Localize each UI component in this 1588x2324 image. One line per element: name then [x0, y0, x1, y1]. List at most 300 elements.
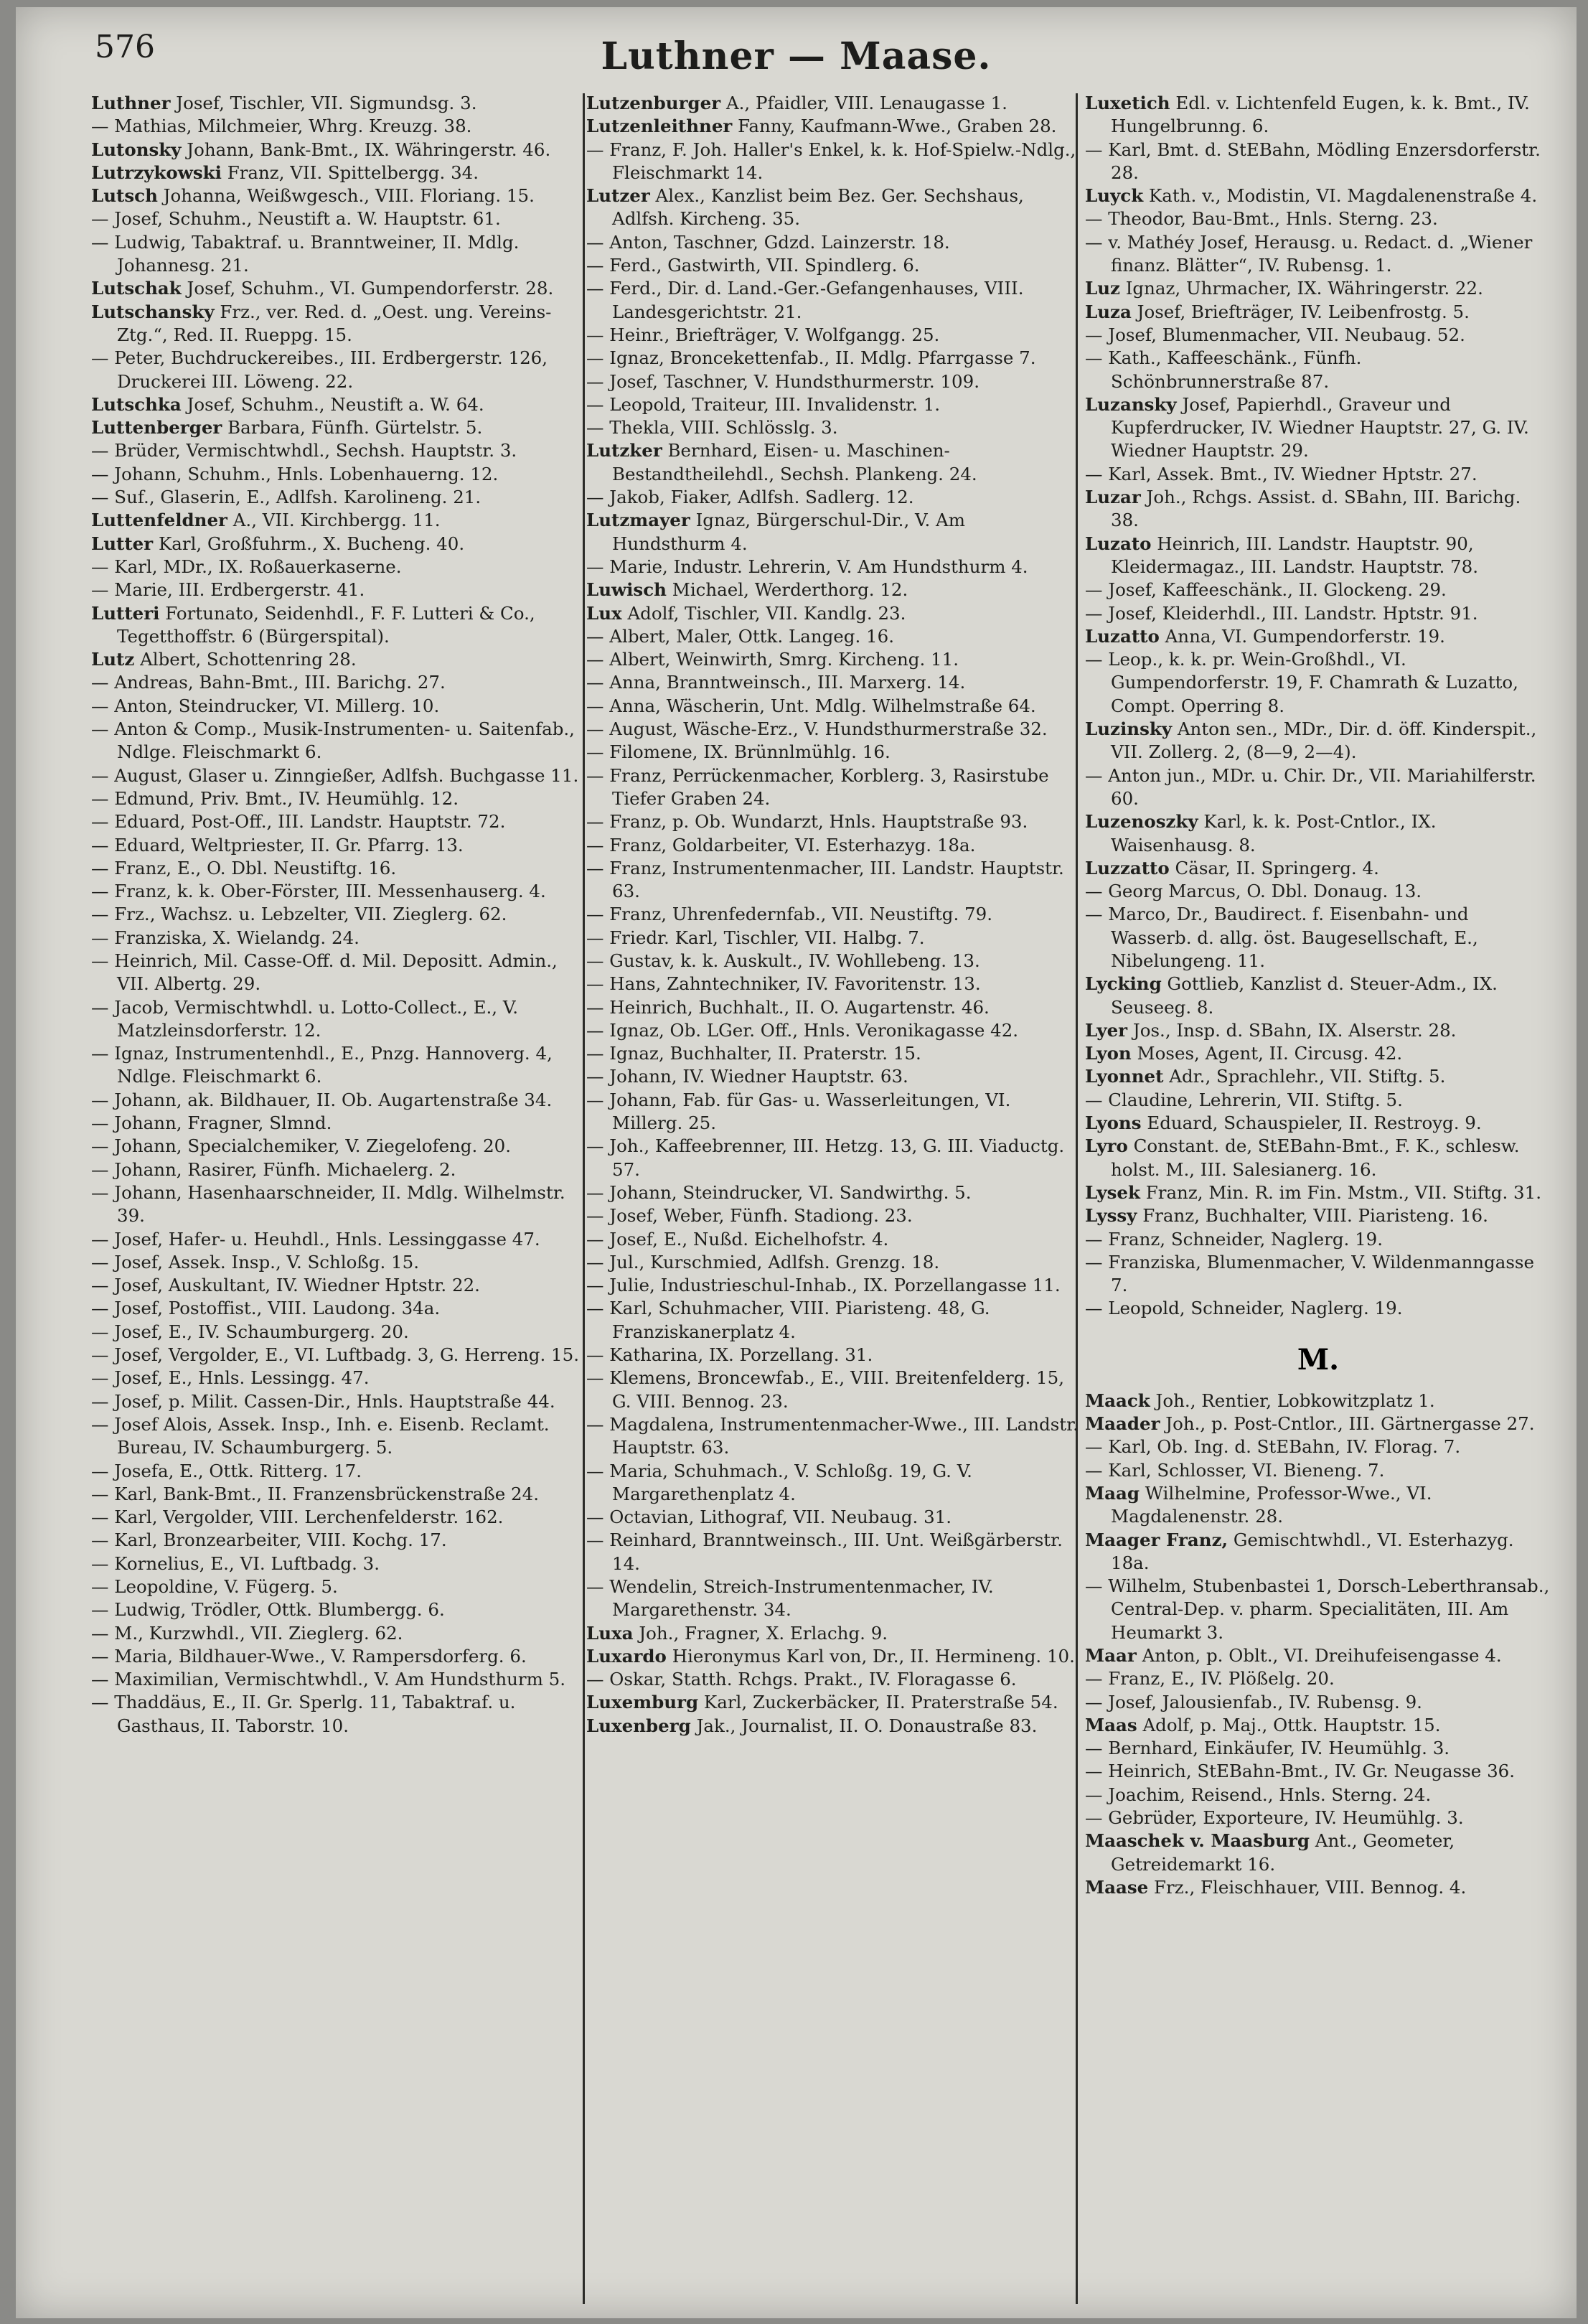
- entry-surname: Luxa: [586, 1622, 634, 1644]
- entry-text: — Josef, Weber, Fünfh. Stadiong. 23.: [586, 1205, 913, 1227]
- directory-entry: [586, 254, 1081, 277]
- directory-entry: [1085, 764, 1551, 811]
- entry-text: Fortunato, Seidenhdl., F. F. Lutteri & Co., Tegetthoffstr. 6 (Bürgerspital).: [117, 602, 535, 647]
- entry-surname: Lux: [586, 602, 622, 624]
- entry-text: — Ferd., Dir. d. Land.-Ger.-Gefangenhauses, VIII. Landesgerichtstr. 21.: [586, 278, 1024, 322]
- directory-entry: [91, 1483, 593, 1506]
- directory-entry: [586, 1668, 1081, 1691]
- directory-entry: [91, 648, 593, 671]
- entry-text: — Ferd., Gastwirth, VII. Spindlerg. 6.: [586, 255, 920, 276]
- entry-text: Frz., Fleischhauer, VIII. Bennog. 4.: [1148, 1876, 1467, 1898]
- directory-entry: [91, 1251, 593, 1274]
- directory-entry: [586, 927, 1081, 950]
- entry-surname: Luttenberger: [91, 417, 222, 439]
- entry-text: — Magdalena, Instrumentenmacher-Wwe., III. Landstr. Hauptstr. 63.: [586, 1413, 1079, 1458]
- entry-text: — Leop., k. k. pr. Wein-Großhdl., VI. Gumpendorferstr. 19, F. Chamrath & Luzatto, Compt. Operring 8.: [1085, 649, 1518, 716]
- entry-text: — Joachim, Reisend., Hnls. Sterng. 24.: [1085, 1784, 1432, 1805]
- entry-text: — Leopoldine, V. Fügerg. 5.: [91, 1576, 338, 1597]
- entry-text: Cäsar, II. Springerg. 4.: [1169, 857, 1379, 878]
- directory-entry: [586, 1042, 1081, 1065]
- directory-entry: [91, 1344, 593, 1367]
- entry-text: — Ignaz, Broncekettenfab., II. Mdlg. Pfarrgasse 7.: [586, 347, 1036, 369]
- entry-surname: Luxardo: [586, 1645, 667, 1667]
- directory-entry: [1085, 1042, 1551, 1065]
- entry-text: Alex., Kanzlist beim Bez. Ger. Sechshaus, Adlfsh. Kircheng. 35.: [612, 185, 1024, 230]
- directory-entry: [586, 1135, 1081, 1181]
- entry-text: Joh., p. Post-Cntlor., III. Gärtnergasse 27.: [1160, 1413, 1535, 1435]
- directory-entry: [91, 556, 593, 578]
- directory-entry: [1085, 1829, 1551, 1876]
- entry-surname: Luzenoszky: [1085, 811, 1198, 833]
- directory-entry: [91, 1228, 593, 1251]
- directory-entry: [91, 393, 593, 416]
- directory-entry: [586, 648, 1081, 671]
- entry-text: — Josef, Schuhm., Neustift a. W. Hauptstr. 61.: [91, 208, 501, 230]
- entry-surname: Maager Franz,: [1085, 1529, 1228, 1550]
- directory-entry: [1085, 1784, 1551, 1807]
- entry-text: — Bernhard, Einkäufer, IV. Heumühlg. 3.: [1085, 1738, 1450, 1759]
- entry-text: Joh., Rentier, Lobkowitzplatz 1.: [1150, 1390, 1435, 1411]
- entry-text: — Karl, MDr., IX. Roßauerkaserne.: [91, 556, 402, 577]
- entry-text: — Heinrich, Buchhalt., II. O. Augartenstr. 46.: [586, 996, 990, 1018]
- directory-entry: [1085, 718, 1551, 764]
- entry-text: — Karl, Schuhmacher, VIII. Piaristeng. 48, G. Franziskanerplatz 4.: [586, 1298, 990, 1342]
- entry-text: — Josef, Auskultant, IV. Wiedner Hptstr. 22.: [91, 1275, 480, 1296]
- entry-text: Constant. de, StEBahn-Bmt., F. K., schlesw. holst. M., III. Salesianerg. 16.: [1111, 1135, 1520, 1180]
- entry-text: — v. Mathéy Josef, Herausg. u. Redact. d. „Wiener finanz. Blätter“, IV. Rubensg. 1.: [1085, 231, 1533, 276]
- directory-entry: [586, 324, 1081, 347]
- entry-text: — Franz, Instrumentenmacher, III. Landstr. Hauptstr. 63.: [586, 857, 1064, 902]
- entry-text: — August, Glaser u. Zinngießer, Adlfsh. Buchgasse 11.: [91, 764, 579, 786]
- directory-entry: [586, 1181, 1081, 1204]
- directory-entry: [91, 903, 593, 926]
- entry-surname: Luyck: [1085, 185, 1144, 207]
- directory-entry: [586, 1460, 1081, 1507]
- directory-entry: [1085, 880, 1551, 903]
- entry-text: — Josef, Taschner, V. Hundsthurmerstr. 109.: [586, 370, 979, 392]
- entry-surname: Maar: [1085, 1645, 1137, 1666]
- directory-entry: [91, 347, 593, 393]
- entry-text: — Thaddäus, E., II. Gr. Sperlg. 11, Tabaktraf. u. Gasthaus, II. Taborstr. 10.: [91, 1692, 516, 1736]
- directory-entry: [1085, 393, 1551, 463]
- directory-entry: [91, 439, 593, 462]
- entry-text: Ignaz, Uhrmacher, IX. Währingerstr. 22.: [1119, 278, 1483, 299]
- entry-text: — Ignaz, Instrumentenhdl., E., Pnzg. Hannoverg. 4, Ndlge. Fleischmarkt 6.: [91, 1043, 553, 1087]
- entry-surname: Lutz: [91, 649, 135, 670]
- entry-text: — Johann, Fragner, Slmnd.: [91, 1112, 332, 1134]
- directory-entry: [91, 231, 593, 278]
- directory-entry: [586, 184, 1081, 231]
- entry-text: — Oskar, Statth. Rchgs. Prakt., IV. Floragasse 6.: [586, 1669, 1017, 1690]
- entry-text: — Ignaz, Ob. LGer. Off., Hnls. Veronikagasse 42.: [586, 1019, 1019, 1041]
- entry-text: — Joh., Kaffeebrenner, III. Hetzg. 13, G. III. Viaductg. 57.: [586, 1135, 1065, 1180]
- directory-entry: [91, 927, 593, 950]
- directory-entry: [586, 1715, 1081, 1738]
- directory-entry: [1085, 533, 1551, 579]
- directory-entry: [1085, 1575, 1551, 1644]
- directory-entry: [91, 533, 593, 556]
- entry-text: — Albert, Maler, Ottk. Langeg. 16.: [586, 625, 895, 647]
- entry-text: — Marie, III. Erdbergerstr. 41.: [91, 579, 365, 601]
- entry-text: — Wilhelm, Stubenbastei 1, Dorsch-Leberthransab., Central-Dep. v. pharm. Specialitäten, III. Am Heumarkt 3.: [1085, 1575, 1550, 1643]
- directory-entry: [91, 1321, 593, 1344]
- directory-entry: [586, 718, 1081, 741]
- directory-entry: [91, 1042, 593, 1089]
- entry-text: — Brüder, Vermischtwhdl., Sechsh. Hauptstr. 3.: [91, 440, 517, 461]
- entry-surname: Lutzenburger: [586, 93, 721, 113]
- directory-entry: [91, 1668, 593, 1691]
- directory-entry: [586, 1691, 1081, 1714]
- directory-entry: [1085, 1482, 1551, 1529]
- entry-text: — Ignaz, Buchhalter, II. Praterstr. 15.: [586, 1043, 921, 1064]
- entry-text: — Franz, F. Joh. Haller's Enkel, k. k. Hof-Spielw.-Ndlg., Fleischmarkt 14.: [586, 139, 1076, 183]
- section-heading: M.: [1297, 1342, 1340, 1377]
- entry-text: — Johann, Steindrucker, VI. Sandwirthg. 5.: [586, 1181, 972, 1203]
- entry-text: — Johann, Fab. für Gas- u. Wasserleitungen, VI. Millerg. 25.: [586, 1089, 1011, 1134]
- entry-surname: Lutrzykowski: [91, 161, 222, 183]
- directory-entry: [1085, 184, 1551, 207]
- entry-text: — Karl, Ob. Ing. d. StEBahn, IV. Florag. 7.: [1085, 1436, 1461, 1458]
- entry-text: — Johann, Hasenhaarschneider, II. Mdlg. Wilhelmstr. 39.: [91, 1181, 565, 1227]
- directory-entry: [91, 810, 593, 833]
- entry-text: — Octavian, Lithograf, VII. Neubaug. 31.: [586, 1507, 952, 1528]
- entry-text: Eduard, Schauspieler, II. Restroyg. 9.: [1141, 1112, 1482, 1134]
- entry-text: — Josef, Assek. Insp., V. Schloßg. 15.: [91, 1251, 419, 1273]
- entry-text: — Franz, E., O. Dbl. Neustiftg. 16.: [91, 857, 397, 878]
- entry-text: — Johann, Specialchemiker, V. Ziegelofeng. 20.: [91, 1135, 512, 1157]
- entry-text: Franz, VII. Spittelbergg. 34.: [221, 161, 479, 183]
- directory-entry: [586, 486, 1081, 509]
- entry-text: — Franz, Schneider, Naglerg. 19.: [1085, 1228, 1383, 1250]
- directory-entry: [1085, 1667, 1551, 1690]
- entry-text: Wilhelmine, Professor-Wwe., VI. Magdalenenstr. 28.: [1111, 1482, 1432, 1527]
- entry-surname: Luxetich: [1085, 93, 1170, 113]
- entry-surname: Lutsch: [91, 185, 158, 207]
- entry-text: Gottlieb, Kanzlist d. Steuer-Adm., IX. Seuseeg. 8.: [1111, 973, 1498, 1018]
- directory-entry: [586, 834, 1081, 857]
- entry-text: — Hans, Zahntechniker, IV. Favoritenstr. 13.: [586, 973, 981, 995]
- entry-text: — Thekla, VIII. Schlösslg. 3.: [586, 417, 838, 439]
- entry-text: Franz, Min. R. im Fin. Mstm., VII. Stiftg. 31.: [1140, 1181, 1541, 1203]
- directory-entry: [586, 578, 1081, 601]
- directory-entry: [586, 1204, 1081, 1227]
- entry-text: — Anton & Comp., Musik-Instrumenten- u. Saitenfab., Ndlge. Fleischmarkt 6.: [91, 718, 575, 763]
- directory-entry: [1085, 1529, 1551, 1575]
- entry-surname: Lysek: [1085, 1181, 1140, 1203]
- entry-text: — Karl, Bank-Bmt., II. Franzensbrückenstraße 24.: [91, 1483, 540, 1504]
- directory-entry: [1085, 1760, 1551, 1783]
- entry-text: — Anton, Steindrucker, VI. Millerg. 10.: [91, 695, 440, 716]
- directory-entry: [91, 1297, 593, 1320]
- entry-text: Jak., Journalist, II. O. Donaustraße 83.: [690, 1715, 1038, 1736]
- directory-entry: [1085, 857, 1551, 880]
- entry-text: Karl, k. k. Post-Cntlor., IX. Waisenhausg. 8.: [1111, 811, 1437, 856]
- entry-surname: Luzinsky: [1085, 718, 1173, 740]
- directory-entry: [586, 1089, 1081, 1135]
- entry-text: — Maximilian, Vermischtwhdl., V. Am Hundsthurm 5.: [91, 1669, 565, 1690]
- directory-entry: [586, 1367, 1081, 1413]
- directory-entry: [91, 115, 593, 138]
- entry-text: Johann, Bank-Bmt., IX. Währingerstr. 46.: [181, 139, 551, 160]
- directory-entry: [1085, 463, 1551, 486]
- directory-entry: [1085, 1737, 1551, 1760]
- entry-text: — Leopold, Schneider, Naglerg. 19.: [1085, 1298, 1403, 1319]
- directory-entry: [91, 880, 593, 903]
- directory-entry: [91, 695, 593, 718]
- entry-text: — Johann, Rasirer, Fünfh. Michaelerg. 2.: [91, 1158, 456, 1180]
- directory-entry: [586, 416, 1081, 439]
- directory-entry: [1085, 1297, 1551, 1320]
- entry-text: — Franziska, Blumenmacher, V. Wildenmanngasse 7.: [1085, 1251, 1534, 1296]
- entry-text: Josef, Briefträger, IV. Leibenfrostg. 5.: [1131, 301, 1470, 322]
- entry-text: — Reinhard, Branntweinsch., III. Unt. Weißgärberstr. 14.: [586, 1529, 1063, 1574]
- directory-entry: [91, 509, 593, 532]
- entry-text: — Josef, p. Milit. Cassen-Dir., Hnls. Hauptstraße 44.: [91, 1390, 555, 1412]
- entry-text: — Kath., Kaffeeschänk., Fünfh. Schönbrunnerstraße 87.: [1085, 347, 1362, 392]
- directory-entry: [91, 950, 593, 996]
- directory-entry: [586, 602, 1081, 625]
- entry-text: — Edmund, Priv. Bmt., IV. Heumühlg. 12.: [91, 787, 459, 809]
- directory-entry: [91, 1691, 593, 1738]
- entry-text: — Franz, Goldarbeiter, VI. Esterhazyg. 18a.: [586, 834, 976, 856]
- directory-entry: [1085, 324, 1551, 347]
- directory-entry: [586, 1506, 1081, 1529]
- entry-text: Anna, VI. Gumpendorferstr. 19.: [1159, 625, 1445, 647]
- directory-entry: [586, 1251, 1081, 1274]
- directory-entry: [91, 416, 593, 439]
- directory-entry: [1085, 602, 1551, 625]
- column-3: [1085, 92, 1551, 1899]
- directory-entry: [586, 1529, 1081, 1575]
- entry-text: — Franz, p. Ob. Wundarzt, Hnls. Hauptstraße 93.: [586, 811, 1028, 833]
- entry-text: Hieronymus Karl von, Dr., II. Hermineng. 10.: [666, 1645, 1075, 1667]
- entry-text: Frz., ver. Red. d. „Oest. ung. Vereins-Ztg.“, Red. II. Rueppg. 15.: [117, 301, 552, 345]
- directory-entry: [91, 139, 593, 161]
- directory-entry: [586, 370, 1081, 393]
- entry-surname: Maas: [1085, 1714, 1137, 1735]
- entry-text: Albert, Schottenring 28.: [134, 649, 357, 670]
- entry-text: — Suf., Glaserin, E., Adlfsh. Karolineng. 21.: [91, 487, 481, 508]
- entry-surname: Luzatto: [1085, 625, 1160, 647]
- entry-text: Josef, Papierhdl., Graveur und Kupferdrucker, IV. Wiedner Hauptstr. 27, G. IV. Wiedner Hauptstr. 29.: [1111, 393, 1529, 461]
- entry-surname: Luwisch: [586, 579, 667, 601]
- directory-entry: [586, 1274, 1081, 1297]
- directory-entry: [1085, 486, 1551, 533]
- directory-entry: [586, 347, 1081, 370]
- directory-entry: [91, 1506, 593, 1529]
- directory-entry: [586, 973, 1081, 995]
- entry-text: — Josef, Kaffeeschänk., II. Glockeng. 29.: [1085, 579, 1447, 601]
- entry-text: Heinrich, III. Landstr. Hauptstr. 90, Kleidermagaz., III. Landstr. Hauptstr. 78.: [1111, 533, 1478, 577]
- entry-text: — Karl, Bmt. d. StEBahn, Mödling Enzersdorferstr. 28.: [1085, 139, 1541, 183]
- directory-entry: [91, 1112, 593, 1135]
- entry-text: — Franz, Uhrenfedernfab., VII. Neustiftg. 79.: [586, 904, 992, 925]
- directory-entry: [1085, 1691, 1551, 1714]
- directory-entry: [1085, 1112, 1551, 1135]
- directory-entry: [586, 1575, 1081, 1622]
- directory-entry: [1085, 973, 1551, 1019]
- entry-text: Anton sen., MDr., Dir. d. öff. Kinderspit., VII. Zollerg. 2, (8—9, 2—4).: [1111, 718, 1537, 763]
- entry-text: — Eduard, Post-Off., III. Landstr. Hauptstr. 72.: [91, 811, 506, 833]
- directory-entry: [1085, 347, 1551, 393]
- entry-text: — Wendelin, Streich-Instrumentenmacher, IV. Margarethenstr. 34.: [586, 1576, 994, 1621]
- column-1: [91, 92, 593, 1738]
- entry-text: — Franz, k. k. Ober-Förster, III. Messenhauserg. 4.: [91, 881, 546, 902]
- directory-entry: [91, 1089, 593, 1112]
- entry-text: Adolf, p. Maj., Ottk. Hauptstr. 15.: [1137, 1714, 1441, 1735]
- directory-entry: [586, 625, 1081, 648]
- entry-text: — Filomene, IX. Brünnlmühlg. 16.: [586, 741, 891, 763]
- directory-entry: [1085, 1390, 1551, 1412]
- directory-entry: [91, 301, 593, 347]
- entry-text: Karl, Großfuhrm., X. Bucheng. 40.: [153, 533, 465, 554]
- directory-entry: [586, 92, 1081, 115]
- entry-text: Adolf, Tischler, VII. Kandlg. 23.: [621, 602, 906, 624]
- entry-text: — Albert, Weinwirth, Smrg. Kircheng. 11.: [586, 649, 959, 670]
- directory-entry: [91, 787, 593, 810]
- entry-text: — Josef, E., IV. Schaumburgerg. 20.: [91, 1321, 409, 1342]
- entry-surname: Lycking: [1085, 973, 1162, 995]
- directory-entry: [586, 1344, 1081, 1367]
- entry-text: — M., Kurzwhdl., VII. Zieglerg. 62.: [91, 1622, 403, 1644]
- directory-entry: [586, 903, 1081, 926]
- entry-text: — Anna, Branntweinsch., III. Marxerg. 14.: [586, 672, 966, 693]
- entry-text: — Jul., Kurschmied, Adlfsh. Grenzg. 18.: [586, 1251, 940, 1273]
- entry-surname: Maack: [1085, 1390, 1150, 1411]
- entry-surname: Lutzenleithner: [586, 116, 733, 137]
- entry-surname: Lutschak: [91, 278, 182, 299]
- entry-text: — Mathias, Milchmeier, Whrg. Kreuzg. 38.: [91, 116, 472, 137]
- directory-entry: [1085, 1181, 1551, 1204]
- entry-surname: Luxemburg: [586, 1692, 699, 1713]
- entry-surname: Lutteri: [91, 602, 160, 624]
- directory-entry: [91, 1598, 593, 1621]
- entry-surname: Lutzer: [586, 185, 650, 207]
- entry-surname: Luz: [1085, 278, 1120, 299]
- entry-text: Barbara, Fünfh. Gürtelstr. 5.: [222, 417, 483, 439]
- entry-text: — Josef, Vergolder, E., VI. Luftbadg. 3, G. Herreng. 15.: [91, 1344, 580, 1366]
- entry-text: — Klemens, Broncewfab., E., VIII. Breitenfelderg. 15, G. VIII. Bennog. 23.: [586, 1367, 1064, 1412]
- directory-entry: [586, 1622, 1081, 1645]
- directory-entry: [1085, 1435, 1551, 1458]
- directory-entry: [586, 509, 1081, 556]
- directory-entry: [91, 184, 593, 207]
- directory-entry: [1085, 1019, 1551, 1042]
- directory-entry: [586, 810, 1081, 833]
- entry-text: — Frz., Wachsz. u. Lebzelter, VII. Zieglerg. 62.: [91, 904, 507, 925]
- entry-text: — Franz, Perrückenmacher, Korblerg. 3, Rasirstube Tiefer Graben 24.: [586, 764, 1049, 809]
- directory-entry: [586, 277, 1081, 324]
- entry-text: Ant., Geometer, Getreidemarkt 16.: [1111, 1830, 1455, 1875]
- entry-text: — Maria, Bildhauer-Wwe., V. Rampersdorferg. 6.: [91, 1645, 527, 1667]
- directory-entry: [1085, 301, 1551, 324]
- entry-surname: Maase: [1085, 1876, 1149, 1898]
- directory-entry: [586, 1413, 1081, 1460]
- entry-surname: Maader: [1085, 1413, 1160, 1435]
- entry-text: — Gebrüder, Exporteure, IV. Heumühlg. 3.: [1085, 1807, 1464, 1829]
- directory-entry: [1085, 1228, 1551, 1251]
- entry-text: — Jacob, Vermischtwhdl. u. Lotto-Collect., E., V. Matzleinsdorferstr. 12.: [91, 996, 519, 1041]
- directory-entry: [1085, 207, 1551, 230]
- directory-entry: [1085, 1714, 1551, 1737]
- entry-text: Franz, Buchhalter, VIII. Piaristeng. 16.: [1137, 1205, 1488, 1227]
- entry-text: — Franziska, X. Wielandg. 24.: [91, 927, 360, 948]
- directory-entry: [586, 139, 1081, 185]
- entry-text: — Josef, Postoffist., VIII. Laudong. 34a.: [91, 1298, 441, 1319]
- entry-text: — Josef, E., Hnls. Lessingg. 47.: [91, 1367, 370, 1389]
- directory-entry: [91, 834, 593, 857]
- directory-entry: [1085, 139, 1551, 185]
- entry-text: — Leopold, Traiteur, III. Invalidenstr. 1.: [586, 393, 941, 415]
- entry-text: — Josef, Kleiderhdl., III. Landstr. Hptstr. 91.: [1085, 602, 1478, 624]
- directory-entry: [1085, 277, 1551, 300]
- entry-surname: Lyon: [1085, 1043, 1132, 1064]
- entry-text: — Franz, E., IV. Plößelg. 20.: [1085, 1668, 1335, 1690]
- directory-entry: [91, 1367, 593, 1390]
- running-head: Luthner — Maase.: [601, 34, 992, 78]
- page-number: 576: [95, 29, 155, 65]
- directory-entry: [91, 1575, 593, 1598]
- entry-text: — Theodor, Bau-Bmt., Hnls. Sterng. 23.: [1085, 208, 1438, 230]
- directory-entry: [91, 486, 593, 509]
- entry-text: — Josef Alois, Assek. Insp., Inh. e. Eisenb. Reclamt. Bureau, IV. Schaumburgerg. 5.: [91, 1413, 550, 1458]
- directory-entry: [586, 741, 1081, 764]
- directory-entry: [1085, 1204, 1551, 1227]
- entry-text: — Johann, ak. Bildhauer, II. Ob. Augartenstraße 34.: [91, 1089, 553, 1110]
- entry-surname: Luzzatto: [1085, 857, 1170, 878]
- entry-text: — Gustav, k. k. Auskult., IV. Wohllebeng. 13.: [586, 950, 980, 971]
- directory-entry: [91, 718, 593, 764]
- entry-text: — Marie, Industr. Lehrerin, V. Am Hundsthurm 4.: [586, 556, 1028, 577]
- entry-text: — Andreas, Bahn-Bmt., III. Barichg. 27.: [91, 672, 446, 693]
- entry-surname: Lutschka: [91, 393, 182, 415]
- entry-surname: Lyonnet: [1085, 1066, 1164, 1087]
- entry-text: — Josef, Jalousienfab., IV. Rubensg. 9.: [1085, 1691, 1422, 1712]
- directory-entry: [586, 857, 1081, 904]
- directory-entry: [1085, 1412, 1551, 1435]
- entry-text: Moses, Agent, II. Circusg. 42.: [1131, 1043, 1403, 1064]
- directory-entry: [1085, 1065, 1551, 1088]
- directory-entry: [586, 1645, 1081, 1668]
- entry-surname: Lyer: [1085, 1019, 1128, 1041]
- entry-text: — Anton jun., MDr. u. Chir. Dr., VII. Mariahilferstr. 60.: [1085, 764, 1536, 809]
- entry-text: — Ludwig, Trödler, Ottk. Blumbergg. 6.: [91, 1599, 445, 1621]
- directory-entry: [91, 92, 593, 115]
- directory-entry: [1085, 1251, 1551, 1298]
- entry-text: — Heinrich, Mil. Casse-Off. d. Mil. Depositt. Admin., VII. Albertg. 29.: [91, 950, 558, 995]
- entry-surname: Luttenfeldner: [91, 510, 227, 531]
- entry-text: Josef, Tischler, VII. Sigmundsg. 3.: [170, 93, 477, 113]
- entry-text: — Marco, Dr., Baudirect. f. Eisenbahn- und Wasserb. d. allg. öst. Baugesellschaft, E., Nibelungeng. 11.: [1085, 904, 1478, 971]
- entry-text: — Friedr. Karl, Tischler, VII. Halbg. 7.: [586, 927, 925, 948]
- entry-surname: Luzato: [1085, 533, 1152, 554]
- directory-entry: [1085, 1135, 1551, 1181]
- directory-entry: [91, 1135, 593, 1158]
- entry-text: — Josef, E., Nußd. Eichelhofstr. 4.: [586, 1228, 889, 1250]
- directory-entry: [586, 1019, 1081, 1042]
- entry-text: Joh., Fragner, X. Erlachg. 9.: [633, 1622, 888, 1644]
- entry-text: A., VII. Kirchbergg. 11.: [227, 510, 441, 531]
- directory-entry: [586, 1228, 1081, 1251]
- entry-text: Bernhard, Eisen- u. Maschinen-Bestandtheilehdl., Sechsh. Plankeng. 24.: [612, 440, 977, 484]
- entry-text: — Katharina, IX. Porzellang. 31.: [586, 1344, 873, 1366]
- directory-entry: [586, 556, 1081, 578]
- directory-entry: [91, 277, 593, 300]
- column-2: [586, 92, 1081, 1738]
- entry-text: — Karl, Bronzearbeiter, VIII. Kochg. 17.: [91, 1529, 447, 1551]
- directory-entry: [1085, 648, 1551, 718]
- entry-text: A., Pfaidler, VIII. Lenaugasse 1.: [720, 93, 1007, 113]
